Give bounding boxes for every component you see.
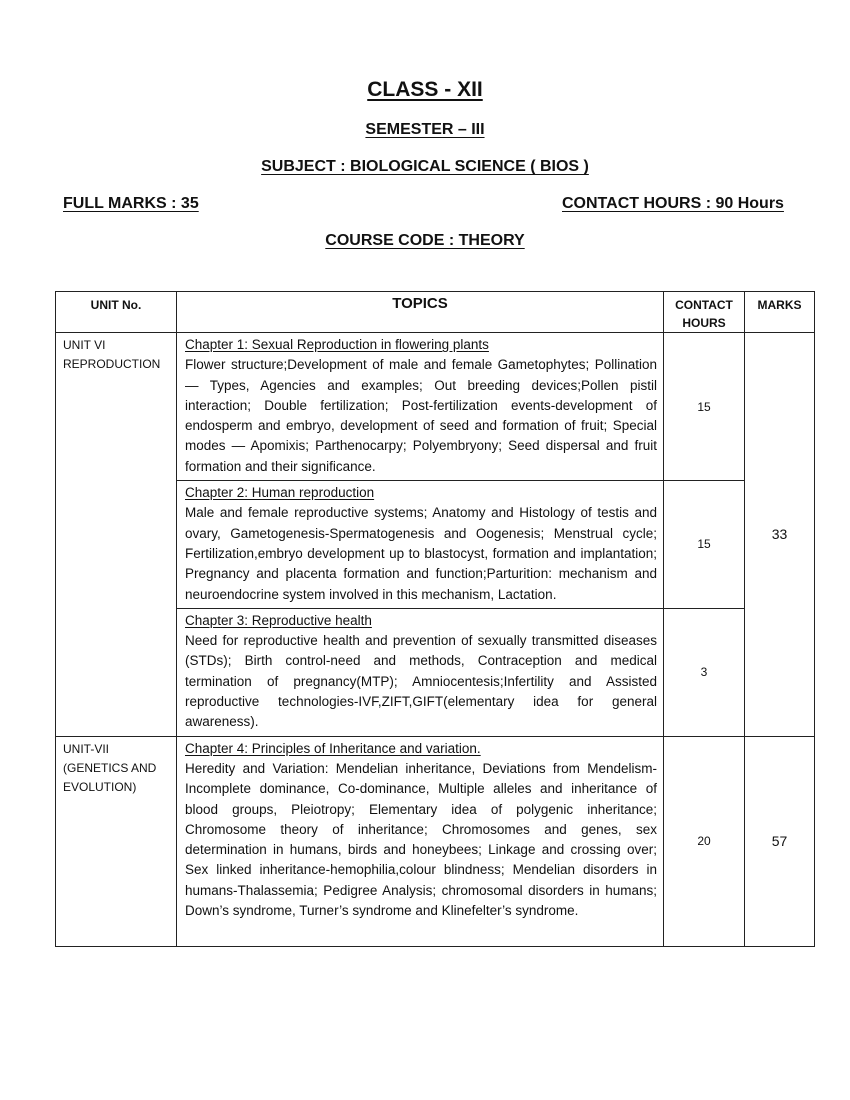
chapter-title: Chapter 1: Sexual Reproduction in flowering plants: [185, 337, 489, 352]
chapter-cell: [177, 736, 664, 947]
cell-spacer: [185, 921, 657, 943]
chapter-title: Chapter 3: Reproductive health: [185, 612, 372, 628]
semester-heading: SEMESTER – III: [365, 121, 485, 138]
table-row: [56, 736, 815, 947]
column-header-unit: UNIT No.: [56, 292, 177, 333]
column-header-contact-hours: CONTACT HOURS: [664, 292, 745, 333]
contact-hours-cell: 3: [664, 608, 745, 736]
chapter-title: Chapter 4: Principles of Inheritance and variation.: [185, 740, 481, 756]
page-title: CLASS - XII: [367, 78, 483, 101]
chapter-body: Need for reproductive health and prevention of sexually transmitted diseases (STDs); Birth control-need and methods, Contraception and medical termination of pregnancy(MTP); Amniocentesis;Infertility and Assisted reproductive technologies-IVF,ZIFT,GIFT(elementary idea for general awareness).: [185, 633, 657, 730]
column-header-marks: MARKS: [745, 292, 815, 333]
chapter-body: Male and female reproductive systems; Anatomy and Histology of testis and ovary, Gametogenesis-Spermatogenesis and Oogenesis; Menstrual cycle; Fertilization,embryo development up to blastocyst, formation and implantation; Pregnancy and placenta formation and function;Parturition: mechanism and neuroendocrine system involved in this mechanism, Lactation.: [185, 505, 657, 602]
contact-hours-cell: 15: [664, 481, 745, 609]
contact-hours-cell: 20: [664, 736, 745, 947]
unit-cell: UNIT-VII (GENETICS AND EVOLUTION): [56, 736, 177, 947]
chapter-cell: [177, 481, 664, 609]
subject-heading: SUBJECT : BIOLOGICAL SCIENCE ( BIOS ): [261, 158, 589, 175]
syllabus-table: [55, 291, 815, 947]
table-row: [56, 333, 815, 481]
marks-cell: 57: [745, 736, 815, 947]
chapter-title: Chapter 2: Human reproduction: [185, 485, 375, 501]
column-header-topics: TOPICS: [177, 292, 664, 333]
contact-hours-label: CONTACT HOURS : 90 Hours: [562, 195, 784, 212]
unit-cell: UNIT VI REPRODUCTION: [56, 333, 177, 737]
chapter-cell: [177, 333, 664, 481]
marks-cell: 33: [745, 333, 815, 737]
table-header-row: [56, 292, 815, 333]
chapter-body: Flower structure;Development of male and female Gametophytes; Pollination — Types, Agencies and examples; Out breeding devices;Pollen pistil interaction; Double fertilization; Post-fertilization events-development of endosperm and embryo, development of seed and formation of fruit; Special modes — Apomixis; Parthenocarpy; Polyembryony; Seed dispersal and fruit formation and their significance.: [185, 357, 657, 474]
contact-hours-cell: 15: [664, 333, 745, 481]
chapter-cell: [177, 608, 664, 736]
course-code-heading: COURSE CODE : THEORY: [325, 232, 525, 249]
chapter-body: Heredity and Variation: Mendelian inheritance, Deviations from Mendelism-Incomplete dominance, Co-dominance, Multiple alleles and inheritance of blood groups, Pleiotropy; Elementary idea of polygenic inheritance; Chromosome theory of inheritance; Chromosomes and genes, sex determination in humans, birds and honeybees; Linkage and crossing over; Sex linked inheritance-hemophilia,colour blindness; Mendelian disorders in humans-Thalassemia; Pedigree Analysis; chromosomal disorders in humans; Down’s syndrome, Turner’s syndrome and Klinefelter’s syndrome.: [185, 760, 657, 919]
full-marks-label: FULL MARKS : 35: [63, 195, 199, 212]
